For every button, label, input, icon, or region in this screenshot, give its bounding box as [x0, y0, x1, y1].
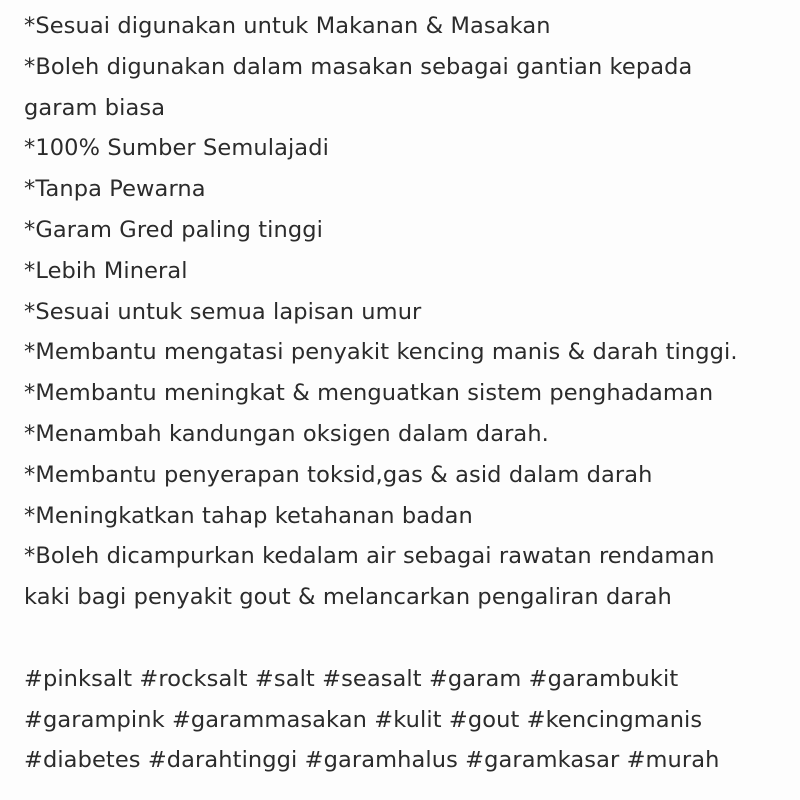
hashtag-line: #garampink #garammasakan #kulit #gout #kencingmanis	[24, 706, 703, 733]
description-line: *Tanpa Pewarna	[24, 176, 206, 203]
description-line: *Sesuai digunakan untuk Makanan & Masakan	[24, 13, 551, 39]
description-line: kaki bagi penyakit gout & melancarkan pengaliran darah	[24, 584, 672, 611]
description-line: *Menambah kandungan oksigen dalam darah.	[24, 420, 549, 447]
description-line: *Membantu meningkat & menguatkan sistem penghadaman	[24, 380, 714, 407]
description-line: garam biasa	[24, 94, 166, 121]
description-line: *Boleh dicampurkan kedalam air sebagai rawatan rendaman	[24, 543, 715, 570]
hashtag-line: #diabetes #darahtinggi #garamhalus #garamkasar #murah	[24, 747, 720, 774]
blank-line	[24, 618, 800, 659]
description-line: *Membantu penyerapan toksid,gas & asid dalam darah	[24, 461, 653, 488]
product-description	[24, 6, 800, 618]
description-line: *Lebih Mineral	[24, 257, 188, 284]
hashtags	[24, 659, 800, 781]
description-line: *Meningkatkan tahap ketahanan badan	[24, 502, 473, 529]
description-line: *Boleh digunakan dalam masakan sebagai gantian kepada	[24, 53, 693, 80]
description-line: *Sesuai untuk semua lapisan umur	[24, 298, 422, 325]
description-line: *Membantu mengatasi penyakit kencing manis & darah tinggi.	[24, 339, 738, 366]
hashtag-line: #pinksalt #rocksalt #salt #seasalt #garam #garambukit	[24, 665, 679, 692]
description-line: *100% Sumber Semulajadi	[24, 135, 329, 162]
description-line: *Garam Gred paling tinggi	[24, 216, 323, 243]
